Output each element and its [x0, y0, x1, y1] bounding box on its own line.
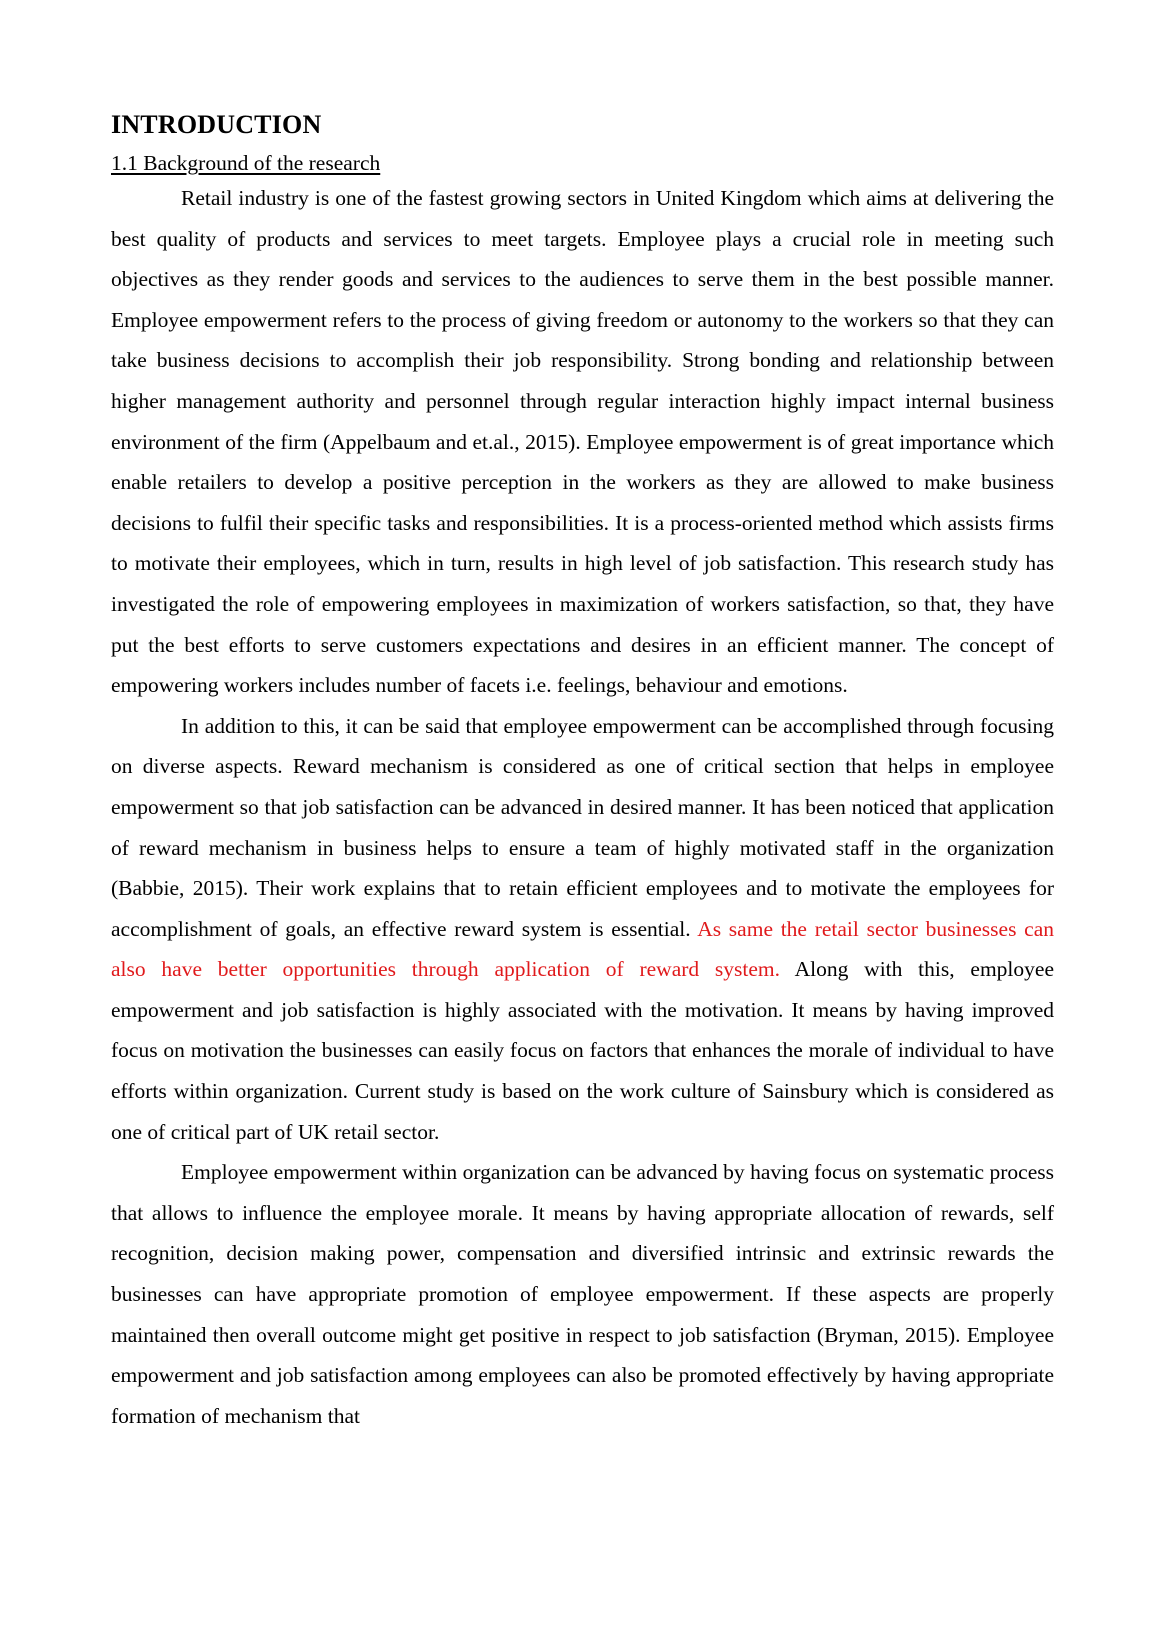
section-title: 1.1 Background of the research: [111, 151, 381, 175]
document-page: [111, 108, 1054, 1436]
paragraph-2-text-after: Along with this, employee empowerment and job satisfaction is highly associated with the motivation. It means by having improved focus on motivation the businesses can easily focus on factors that enhances the morale of individual to have efforts within organization. Current study is based on the work culture of Sainsbury which is considered as one of critical part of UK retail sector.: [111, 957, 1054, 1144]
paragraph-2: [111, 706, 1054, 1153]
paragraph-1: Retail industry is one of the fastest growing sectors in United Kingdom which aims at delivering the best quality of products and services to meet targets. Employee plays a crucial role in meeting such objectives as they render goods and services to the audiences to serve them in the best possible manner. Employee empowerment refers to the process of giving freedom or autonomy to the workers so that they can take business decisions to accomplish their job responsibility. Strong bonding and relationship between higher management authority and personnel through regular interaction highly impact internal business environment of the firm (Appelbaum and et.al., 2015). Employee empowerment is of great importance which enable retailers to develop a positive perception in the workers as they are allowed to make business decisions to fulfil their specific tasks and responsibilities. It is a process-oriented method which assists firms to motivate their employees, which in turn, results in high level of job satisfaction. This research study has investigated the role of empowering employees in maximization of workers satisfaction, so that, they have put the best efforts to serve customers expectations and desires in an efficient manner. The concept of empowering workers includes number of facets i.e. feelings, behaviour and emotions.: [111, 186, 1054, 698]
paragraph-3: Employee empowerment within organization can be advanced by having focus on systematic process that allows to influence the employee morale. It means by having appropriate allocation of rewards, self recognition, decision making power, compensation and diversified intrinsic and extrinsic rewards the businesses can have appropriate promotion of employee empowerment. If these aspects are properly maintained then overall outcome might get positive in respect to job satisfaction (Bryman, 2015). Employee empowerment and job satisfaction among employees can also be promoted effectively by having appropriate formation of mechanism that: [111, 1160, 1054, 1428]
paragraph-2-text-before: In addition to this, it can be said that employee empowerment can be accomplished through focusing on diverse aspects. Reward mechanism is considered as one of critical section that helps in employee empowerment so that job satisfaction can be advanced in desired manner. It has been noticed that application of reward mechanism in business helps to ensure a team of highly motivated staff in the organization (Babbie, 2015). Their work explains that to retain efficient employees and to motivate the employees for accomplishment of goals, an effective reward system is essential.: [111, 713, 1054, 941]
page-title: INTRODUCTION: [111, 110, 322, 139]
highlighted-sentence: As same the retail sector businesses can also have better opportunities through application of reward system.: [111, 916, 1054, 982]
